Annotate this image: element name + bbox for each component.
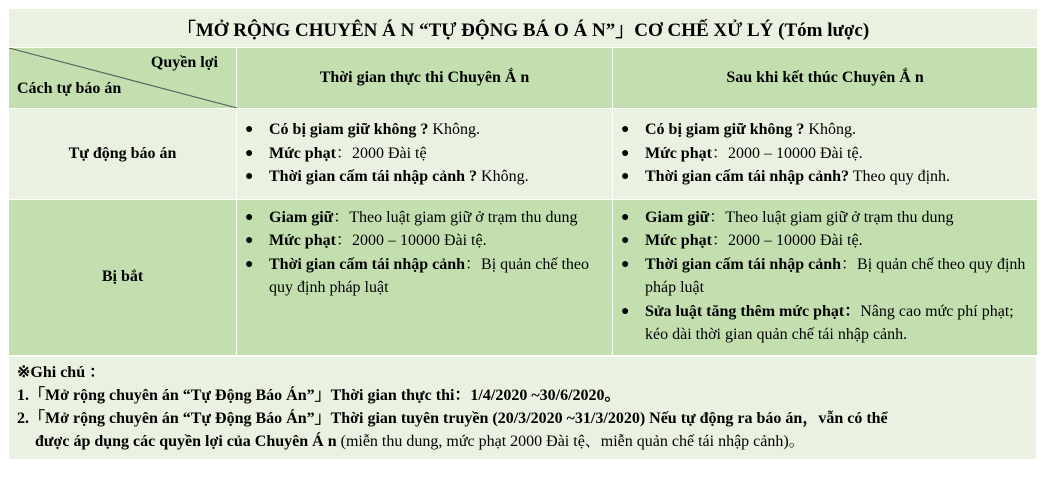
list-item: ● Giam giữ：Theo luật giam giữ ở trạm thu dung: [645, 206, 1027, 230]
column-header-after: Sau khi kết thúc Chuyên Ắ n: [613, 48, 1038, 109]
bullet-icon: ●: [245, 233, 254, 248]
bullet-icon: ●: [245, 122, 254, 137]
row-label-self-report: Tự động báo án: [9, 109, 237, 200]
list-item: ● Mức phạt：2000 – 10000 Đài tệ.: [645, 142, 1027, 166]
list-item: ● Mức phạt：2000 – 10000 Đài tệ.: [645, 229, 1027, 253]
cell-self-report-after: [613, 109, 1038, 200]
cell-arrested-after: [613, 199, 1038, 355]
list-item: ● Mức phạt：2000 – 10000 Đài tệ.: [269, 229, 602, 253]
table-row: [9, 199, 1038, 355]
notes-heading: ※Ghi chú ：: [17, 363, 106, 381]
note-line-2: 2.「Mở rộng chuyên án “Tự Động Báo Án”」Thời gian tuyên truyền (20/3/2020 ~31/3/2020) Nếu tự động ra báo án，vẫn có thể: [17, 409, 888, 427]
policy-summary: [8, 8, 1037, 460]
bullet-icon: ●: [245, 169, 254, 184]
list-item: ● Thời gian cấm tái nhập cảnh ? Không.: [269, 165, 602, 189]
list-item: ● Sửa luật tăng thêm mức phạt：Nâng cao mức phí phạt; kéo dài thời gian quản chế tái nhập cảnh.: [645, 300, 1027, 347]
policy-table: [8, 8, 1038, 356]
table-row: [9, 109, 1038, 200]
list-item: ● Có bị giam giữ không ? Không.: [269, 118, 602, 142]
list-item: ● Thời gian cấm tái nhập cảnh? Theo quy định.: [645, 165, 1027, 189]
row-label-arrested: Bị bắt: [9, 199, 237, 355]
bullet-icon: ●: [245, 256, 254, 272]
list-item: ● Giam giữ：Theo luật giam giữ ở trạm thu dung: [269, 206, 602, 230]
bullet-icon: ●: [621, 233, 630, 248]
corner-top-label: Quyền lợi: [150, 54, 218, 71]
list-item: ● Thời gian cấm tái nhập cảnh：Bị quản chế theo quy định pháp luật: [269, 253, 602, 300]
list-item: ● Thời gian cấm tái nhập cảnh：Bị quản chế theo quy định pháp luật: [645, 253, 1027, 300]
note-line-3: được áp dụng các quyền lợi của Chuyên Á n (miễn thu dung, mức phạt 2000 Đài tệ、miễn quản chế tái nhập cảnh)。: [35, 432, 805, 450]
bullet-icon: ●: [245, 145, 254, 161]
cell-arrested-during: [237, 199, 613, 355]
notes-section: [8, 356, 1037, 460]
cell-self-report-during: [237, 109, 613, 200]
list-item: ● Mức phạt：2000 Đài tệ: [269, 142, 602, 166]
bullet-icon: ●: [621, 169, 630, 184]
bullet-icon: ●: [621, 145, 630, 161]
corner-bottom-label: Cách tự báo án: [17, 80, 122, 97]
bullet-icon: ●: [621, 303, 630, 319]
bullet-icon: ●: [621, 122, 630, 137]
note-line-1: 1.「Mở rộng chuyên án “Tự Động Báo Án”」Thời gian thực thi：1/4/2020 ~30/6/2020。: [17, 386, 621, 404]
column-header-during: Thời gian thực thi Chuyên Ắ n: [237, 48, 613, 109]
table-title: 「MỞ RỘNG CHUYÊN Á N “TỰ ĐỘNG BÁ O Á N”」CƠ CHẾ XỬ LÝ (Tóm lược): [9, 9, 1038, 48]
list-item: ● Có bị giam giữ không ? Không.: [645, 118, 1027, 142]
bullet-icon: ●: [621, 256, 630, 272]
corner-header: [9, 48, 237, 109]
bullet-icon: ●: [621, 209, 630, 225]
bullet-icon: ●: [245, 209, 254, 225]
